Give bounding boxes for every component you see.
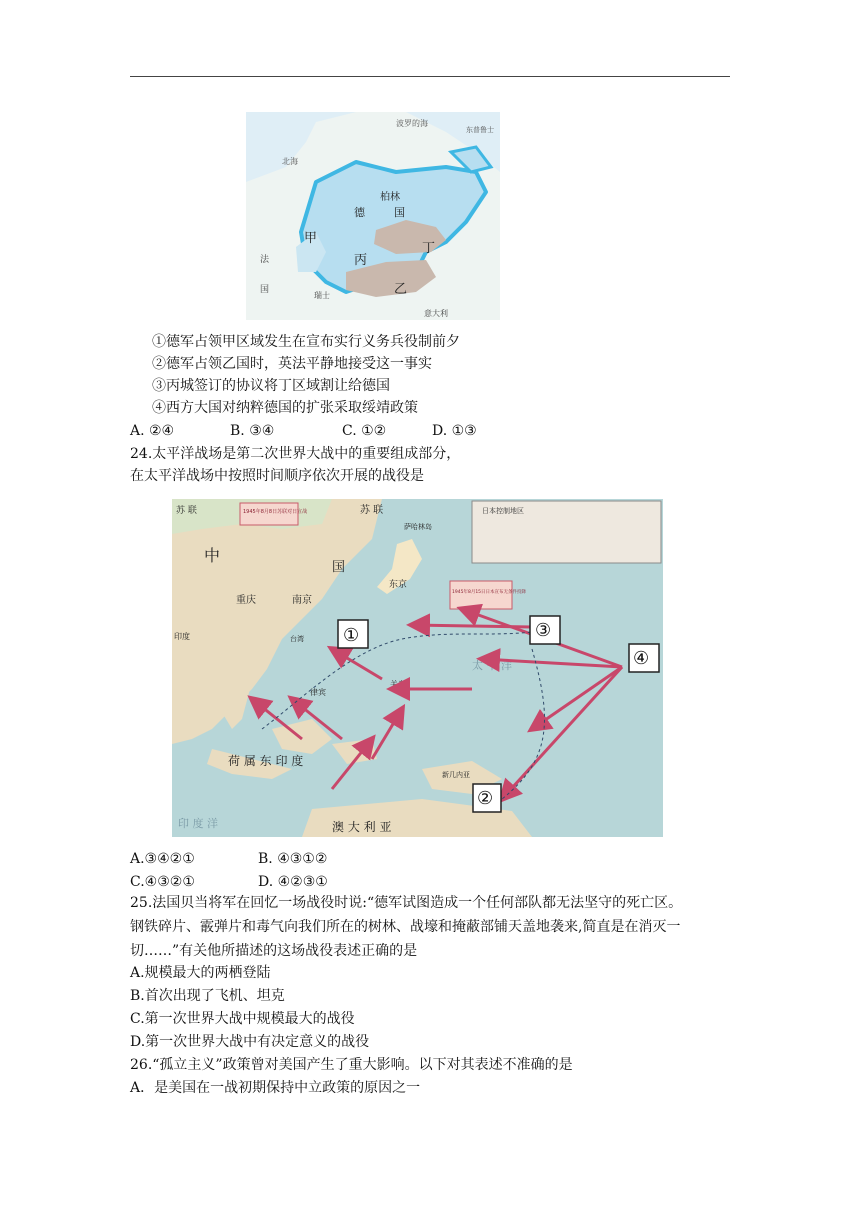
ding-label: 丁 [422,241,436,256]
q25-option-c: C.第一次世界大战中规模最大的战役 [130,1011,355,1027]
q25-option-d: D.第一次世界大战中有决定意义的战役 [130,1034,370,1050]
svg-text:③: ③ [535,620,552,641]
yi-label: 乙 [394,282,408,297]
q25-stem-1: 25.法国贝当将军在回忆一场战役时说:“德军试图造成一个任何部队都无法坚守的死亡区。 [130,895,683,911]
italy-label: 意大利 [424,309,448,318]
q23-answer-b: B. ③④ [230,423,275,439]
q23-answer-a: A. ②④ [130,423,175,439]
svg-text:②: ② [477,788,494,809]
guo-label: 国 [394,206,405,219]
q24-answer-a: A.③④②① [130,851,195,867]
q25-stem-3: 切……”有关他所描述的这场战役表述正确的是 [130,943,418,959]
marker-1 [338,620,368,648]
q23-answer-c: C. ①② [342,423,387,439]
soviet-label-2: 苏 联 [360,505,384,516]
de-label: 德 [354,206,365,219]
dutch-indies-label: 荷 属 东 印 度 [228,754,304,768]
swiss-label: 瑞士 [314,291,330,300]
jia-label: 甲 [304,231,318,246]
pacific-map [172,499,663,837]
q23-answer-d: D. ①③ [432,423,477,439]
sakhalin-label: 萨哈林岛 [404,523,432,531]
q24-answer-b: B. ④③①② [258,851,328,867]
north-sea-label: 北海 [282,157,298,166]
china-label-2: 国 [332,560,346,575]
box-surrender: 1945年8月15日日本宣布无条件投降 [452,590,527,595]
q25-stem-2: 钢铁碎片、霰弹片和毒气向我们所在的树林、战壕和掩蔽部铺天盖地袭来,简直是在消灭一 [130,919,681,935]
soviet-label-1: 苏 联 [176,506,197,516]
berlin-label: 柏林 [380,192,400,203]
q24-stem-1: 24.太平洋战场是第二次世界大战中的重要组成部分， [130,446,461,462]
fa-label: 法 [260,255,270,265]
indian-ocean-label: 印 度 洋 [178,817,218,830]
east-prussia-label: 东普鲁士 [466,126,494,134]
q24-answer-d: D. ④②③① [258,874,328,890]
q25-option-b: B.首次出现了飞机、坦克 [130,988,285,1004]
taiwan-label: 台湾 [290,635,304,643]
philippines-label: 律宾 [310,688,326,697]
marker-3 [530,616,560,644]
tokyo-label: 东京 [389,580,408,590]
india-label: 印度 [174,632,190,641]
australia-label: 澳 大 利 亚 [332,820,392,834]
nanjing-label: 南京 [292,595,312,606]
q23-option-2: ②德军占领乙国时，英法平静地接受这一事实 [152,356,432,372]
new-guinea-label: 新几内亚 [442,771,470,779]
svg-text:④: ④ [633,648,650,669]
baltic-label: 波罗的海 [396,119,428,128]
guo2-label: 国 [260,285,270,295]
europe-map [246,112,500,320]
q23-option-4: ④西方大国对纳粹德国的扩张采取绥靖政策 [152,400,418,416]
bing-label: 丙 [354,253,368,268]
q24-stem-2: 在太平洋战场中按照时间顺序依次开展的战役是 [130,468,424,484]
marker-2 [473,784,501,812]
q23-option-3: ③丙城签订的协议将丁区域割让给德国 [152,378,390,394]
q24-answer-c: C.④③②① [130,874,195,890]
svg-text:①: ① [343,625,360,646]
pacific-label: 太 平 洋 [472,659,512,672]
q23-option-1: ①德军占领甲区域发生在宣布实行义务兵役制前夕 [152,334,460,350]
china-label: 中 [204,546,221,565]
legend-title: 日本控制地区 [482,507,524,515]
marker-4 [629,644,659,672]
header-rule [130,76,730,77]
chongqing-label: 重庆 [236,595,256,606]
q26-option-a: A．是美国在一战初期保持中立政策的原因之一 [130,1080,421,1096]
guam-label: 关岛 [390,680,406,689]
box-aug8: 1945年8月8日苏联对日宣战 [243,509,308,515]
q26-stem: 26.“孤立主义”政策曾对美国产生了重大影响。以下对其表述不准确的是 [130,1057,573,1073]
q25-option-a: A.规模最大的两栖登陆 [130,965,271,981]
